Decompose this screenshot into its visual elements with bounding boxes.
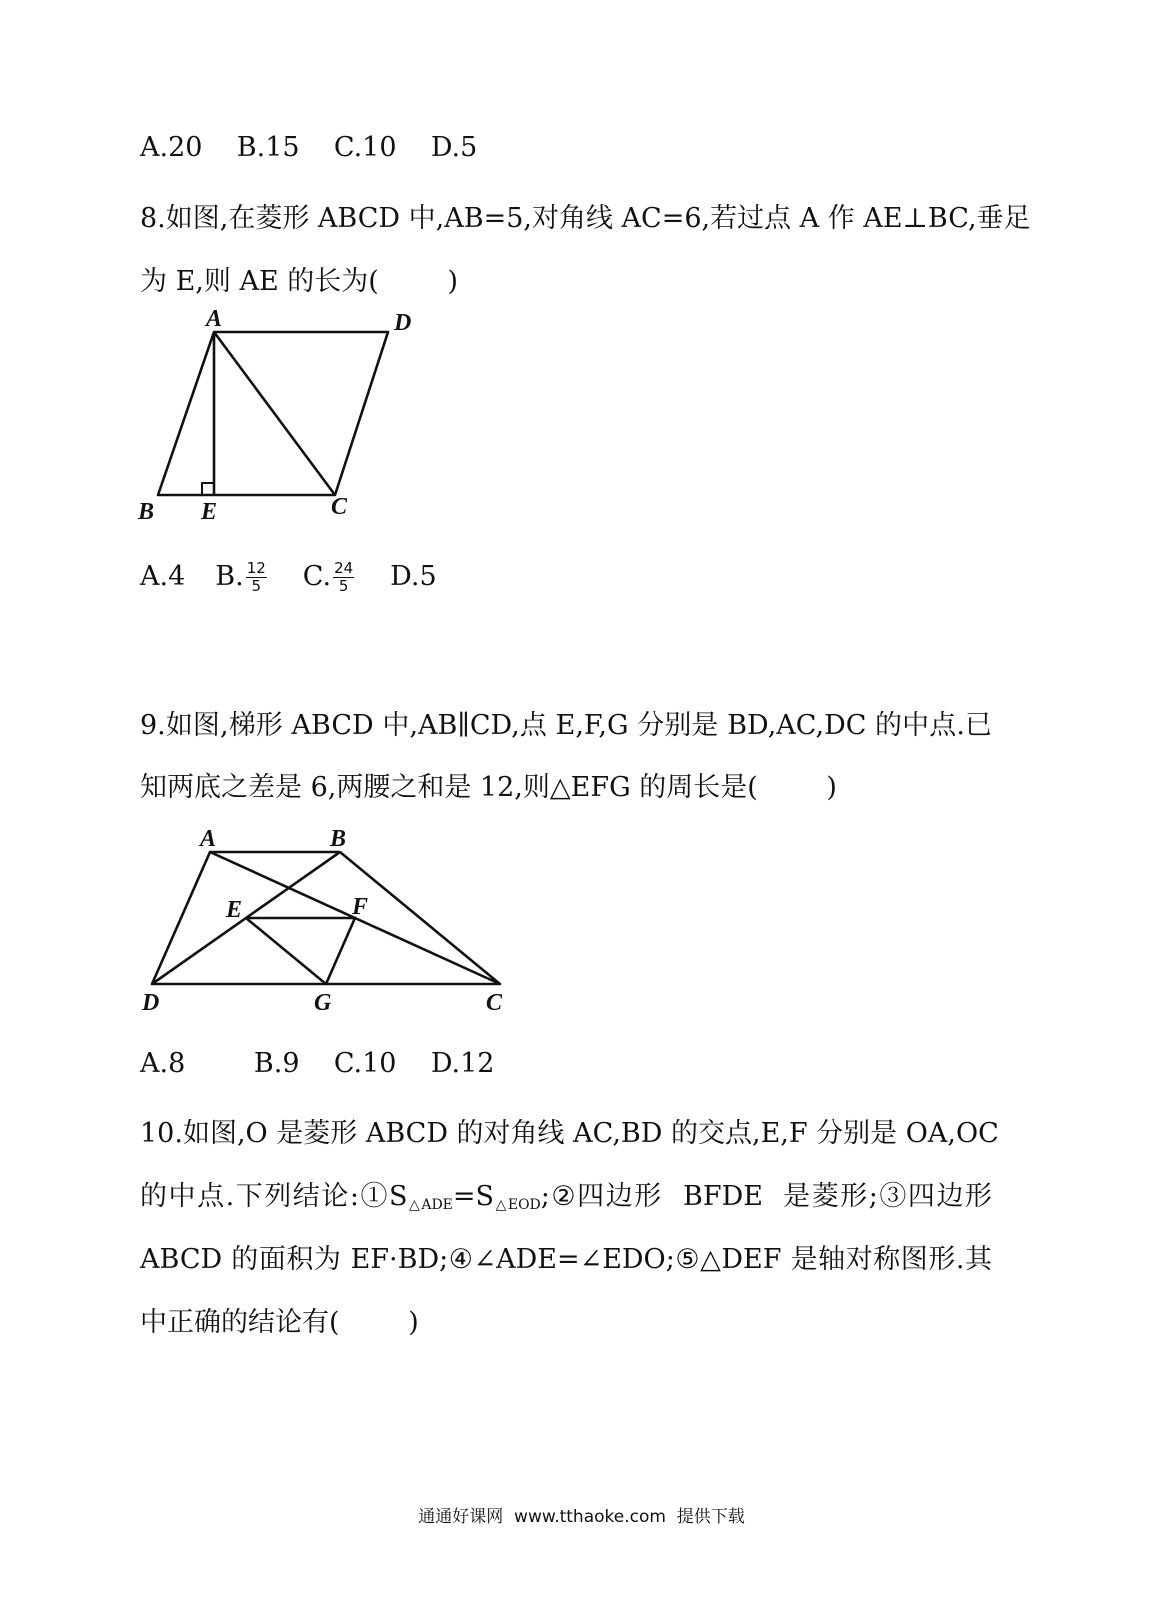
q7-options: A.20 B.15 C.10 D.5: [140, 132, 478, 163]
q8-option-c-prefix: C.: [302, 561, 332, 592]
q10-line2-part-a: 的中点.下列结论:①S: [140, 1181, 408, 1212]
page-footer: 通通好课网 www.tthaoke.com 提供下载: [418, 1507, 745, 1527]
q10-text-line1: 10.如图,O 是菱形 ABCD 的对角线 AC,BD 的交点,E,F 分别是 OA,OC: [140, 1118, 999, 1149]
q8-option-b-fraction: [246, 560, 267, 595]
label-d: D: [394, 310, 412, 336]
fraction-denominator: 5: [338, 577, 349, 595]
label-e: E: [201, 499, 218, 525]
q8-option-c-fraction: [333, 560, 354, 595]
q8-option-b-prefix: B.: [215, 561, 244, 592]
label-a: A: [200, 826, 217, 852]
q8-option-a: A.4: [140, 561, 186, 592]
label-b: B: [330, 826, 347, 852]
label-g: G: [314, 990, 332, 1016]
q9-trapezoid-figure: [130, 820, 530, 1020]
q8-option-d: D.5: [390, 561, 437, 592]
q8-options: [140, 560, 437, 595]
fraction-denominator: 5: [251, 577, 262, 595]
q8-rhombus-figure: [130, 300, 430, 530]
label-e: E: [226, 897, 243, 923]
q10-text-line4: 中正确的结论有( ): [140, 1307, 419, 1338]
diagonal-ac: [214, 332, 335, 495]
q10-line2-part-c: ;②四边形 BFDE 是菱形;③四边形: [540, 1181, 992, 1212]
q8-text-line2: 为 E,则 AE 的长为( ): [140, 266, 458, 297]
q10-text-line2: [140, 1174, 992, 1213]
label-c: C: [486, 990, 503, 1016]
label-f: F: [352, 894, 369, 920]
fraction-numerator: 12: [246, 559, 266, 577]
right-angle-mark: [202, 483, 214, 495]
q9-text-line2: 知两底之差是 6,两腰之和是 12,则△EFG 的周长是( ): [140, 772, 837, 803]
label-c: C: [331, 494, 348, 520]
q8-text-line1: 8.如图,在菱形 ABCD 中,AB=5,对角线 AC=6,若过点 A 作 AE⊥BC,垂足: [140, 203, 1031, 234]
triangle-efg: [246, 918, 355, 984]
label-b: B: [138, 499, 155, 525]
q10-line2-part-b: =S: [452, 1181, 495, 1212]
fraction-numerator: 24: [334, 559, 354, 577]
q9-options: A.8 B.9 C.10 D.12: [140, 1048, 495, 1079]
q10-text-line3: ABCD 的面积为 EF·BD;④∠ADE=∠EDO;⑤△DEF 是轴对称图形.其: [140, 1244, 992, 1275]
label-a: A: [206, 306, 223, 332]
label-d: D: [142, 990, 160, 1016]
subscript-eod: △EOD: [494, 1197, 541, 1213]
q9-text-line1: 9.如图,梯形 ABCD 中,AB∥CD,点 E,F,G 分别是 BD,AC,DC 的中点.已: [140, 710, 992, 741]
subscript-ade: △ADE: [407, 1197, 453, 1213]
